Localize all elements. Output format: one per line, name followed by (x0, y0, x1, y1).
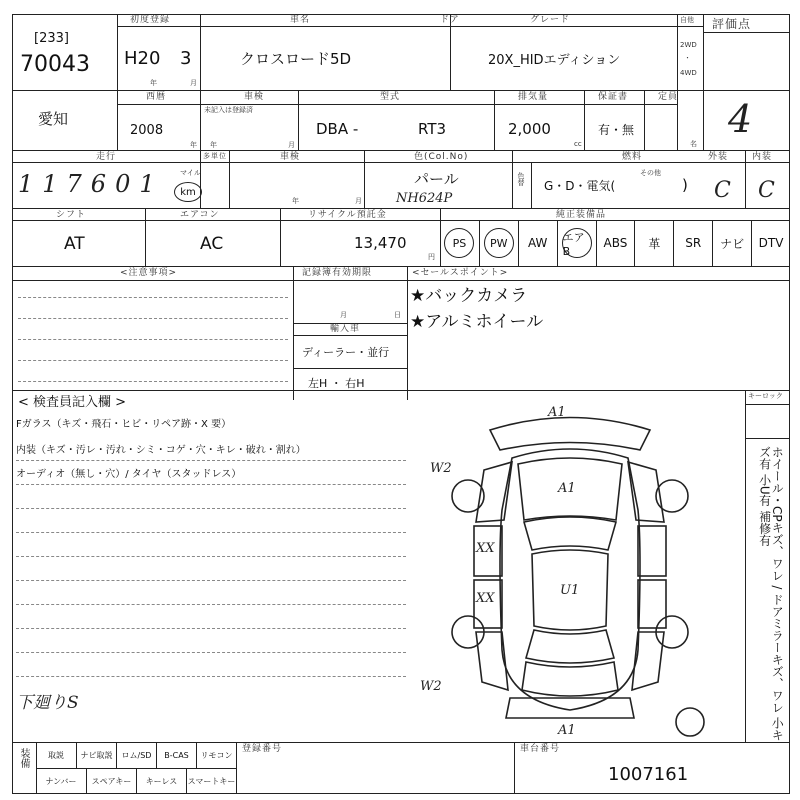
label-capacity: 定員 (658, 92, 679, 102)
label-year: 西暦 (146, 92, 167, 102)
damage-left-front-door: XX (476, 541, 495, 556)
label-first-registration: 初度登録 (130, 15, 171, 25)
fuel-other: その他 (640, 169, 661, 177)
warranty: 有・無 (598, 123, 635, 137)
equipment-label: DTV (758, 236, 784, 250)
evaluation-score: 4 (728, 97, 753, 141)
label-shaken: 車検 (280, 152, 301, 162)
inspector-line-windshield: Fガラス（キズ・飛石・ヒビ・リペア跡・X 要） (16, 419, 232, 430)
label-recycle: リサイクル預託金 (308, 210, 387, 220)
shaken-unit-year: 年 (292, 197, 299, 205)
equipment-cell (596, 220, 635, 266)
right-rear-door (638, 580, 666, 628)
type-code: RT3 (418, 120, 447, 138)
footer-equipment-top (36, 742, 236, 768)
label-grade: グレード (530, 15, 571, 25)
label-chassis-number: 車台番号 (520, 744, 561, 754)
mileage-unit: km (180, 186, 196, 198)
capacity-unit: 名 (690, 140, 697, 148)
mileage-unit-alt: マイル (180, 169, 201, 177)
label-keylock: キーロック (748, 392, 783, 400)
label-displacement: 排気量 (518, 92, 549, 102)
rear-window (526, 630, 614, 663)
front-bumper (490, 418, 650, 451)
footer-equip-item: リモコン (196, 742, 236, 768)
model-year: 2008 (130, 123, 164, 138)
handle-side: 左H ・ 右H (308, 377, 365, 390)
label-caution: <注意事項> (120, 268, 178, 278)
equipment-cell (634, 220, 673, 266)
type-prefix: DBA - (316, 120, 359, 138)
shaken-unit-month: 月 (355, 197, 362, 205)
mileage-unit-circle (174, 182, 202, 202)
equipment-label: PW (484, 228, 514, 258)
fuel: G・D・電気( (544, 179, 616, 193)
trunk (522, 662, 618, 696)
footer-equip-item: スマートキー (186, 768, 236, 794)
label-shift: シフト (56, 210, 87, 220)
label-import: 輸入車 (330, 324, 361, 334)
spare-wheel (676, 708, 704, 736)
equipment-label: 革 (648, 236, 661, 251)
equipment-label: SR (685, 236, 702, 250)
right-front-door (638, 526, 666, 576)
fuel-close: ) (682, 176, 688, 194)
ac: AC (200, 234, 224, 254)
drive-2wd: 2WD (680, 41, 697, 49)
exterior-grade: C (714, 178, 731, 203)
displacement: 2,000 (508, 120, 551, 138)
label-mileage: 走行 (96, 152, 117, 162)
label-drive-type: 自他 (680, 16, 694, 24)
footer-equipment-bottom (36, 768, 236, 794)
footer-equip-item: ナビ取説 (76, 742, 116, 768)
shift: AT (64, 234, 85, 254)
label-door: ドア (440, 15, 460, 25)
first-registration-month: 3 (180, 48, 192, 69)
interior-grade: C (758, 178, 775, 203)
equipment-label: ナビ (720, 236, 745, 251)
equipment-label: エアB (562, 228, 592, 258)
chassis-number: 1007161 (608, 764, 689, 785)
color-name: パール (414, 170, 459, 188)
label-evaluation: 評価点 (712, 17, 752, 31)
label-ac: エアコン (180, 210, 220, 220)
label-model: 車名 (290, 15, 311, 25)
label-exterior: 外装 (708, 152, 729, 162)
sales-point-1: ★バックカメラ (410, 286, 528, 306)
footer-equip-item: B-CAS (156, 742, 196, 768)
displacement-unit: cc (574, 140, 582, 148)
lot-number: 70043 (20, 52, 90, 77)
left-front-fender (476, 462, 512, 522)
import-type: ディーラー・並行 (302, 346, 390, 359)
label-multi-unit: 多単位 (203, 152, 227, 160)
label-record-book: 記録簿有効期限 (302, 268, 373, 278)
windshield (524, 517, 616, 550)
car-inspection-unit-year: 年 (210, 141, 217, 149)
corner-code: [233] (34, 31, 69, 46)
label-car-inspection: 車検 (244, 92, 265, 102)
equipment-cell (518, 220, 557, 266)
footer-equip-item: キーレス (136, 768, 186, 794)
record-unit-month: 月 (340, 311, 347, 319)
grade: 20X_HIDエディション (488, 53, 621, 68)
footer-equip-item: 取説 (48, 750, 64, 760)
footer-equip-item: ナンバー (45, 776, 77, 786)
region: 愛知 (38, 110, 69, 128)
label-type: 型式 (380, 92, 401, 102)
label-color: 色(Col.No) (414, 152, 469, 162)
equipment-label: AW (527, 236, 548, 250)
side-note: ホイール・CPキズ、ワレ / ドアミラーキズ、ワレ 小キズ有 小U有 補修有 (757, 446, 785, 742)
equipment-row (440, 220, 790, 266)
inspector-underbody: 下廻りS (16, 693, 79, 713)
right-front-fender (628, 462, 664, 522)
unit-month: 月 (190, 79, 197, 87)
equipment-cell (751, 220, 790, 266)
damage-rear-bumper: A1 (558, 723, 576, 738)
damage-left-fender: W2 (430, 461, 452, 476)
equipment-cell (712, 220, 751, 266)
damage-hood: A1 (558, 481, 576, 496)
inspector-line-audio: オーディオ（無し・穴）/ タイヤ（スタッドレス） (16, 469, 242, 480)
record-unit-day: 日 (394, 311, 401, 319)
car-damage-diagram (420, 400, 720, 740)
model-name: クロスロード5D (240, 50, 352, 68)
drive-separator: ・ (684, 54, 691, 62)
label-sales-point: <セールスポイント> (412, 268, 509, 278)
damage-roof: U1 (560, 583, 580, 598)
unit-year: 年 (150, 79, 157, 87)
damage-front-bumper: A1 (548, 405, 566, 420)
label-interior: 内装 (752, 152, 773, 162)
damage-left-rear-door: XX (476, 591, 495, 606)
first-registration-era-year: H20 (124, 48, 161, 69)
mileage: 117601 (18, 170, 164, 198)
equipment-cell (557, 220, 596, 266)
label-color-change: 色替 (517, 172, 525, 186)
equipment-label: PS (444, 228, 474, 258)
equipment-cell (440, 220, 479, 266)
damage-left-rear-fender: W2 (420, 679, 442, 694)
sales-point-2: ★アルミホイール (410, 312, 544, 332)
rear-bumper (506, 698, 634, 718)
equipment-cell (673, 220, 712, 266)
drive-4wd: 4WD (680, 69, 697, 77)
recycle-fee: 13,470 (354, 234, 407, 252)
equipment-cell (479, 220, 518, 266)
footer-equip-item: ロム/SD (116, 742, 156, 768)
equipment-label: ABS (603, 236, 628, 250)
row2-unit-year: 年 (190, 141, 197, 149)
recycle-unit: 円 (428, 253, 435, 261)
label-warranty: 保証書 (598, 92, 629, 102)
label-fuel: 燃料 (622, 152, 643, 162)
car-inspection-unit-month: 月 (288, 141, 295, 149)
car-inspection-note: 未記入は登録済 (204, 106, 253, 114)
label-equip: 装備 (18, 748, 29, 768)
footer-equip-item: スペアキー (86, 768, 136, 794)
inspector-line-interior: 内装（キズ・汚レ・汚れ・シミ・コゲ・穴・キレ・破れ・割れ） (16, 445, 306, 456)
inspector-title: < 検査員記入欄 > (18, 395, 127, 410)
color-code: NH624P (396, 191, 453, 206)
label-registration-number: 登録番号 (242, 744, 283, 754)
label-equipment: 純正装備品 (556, 210, 607, 220)
